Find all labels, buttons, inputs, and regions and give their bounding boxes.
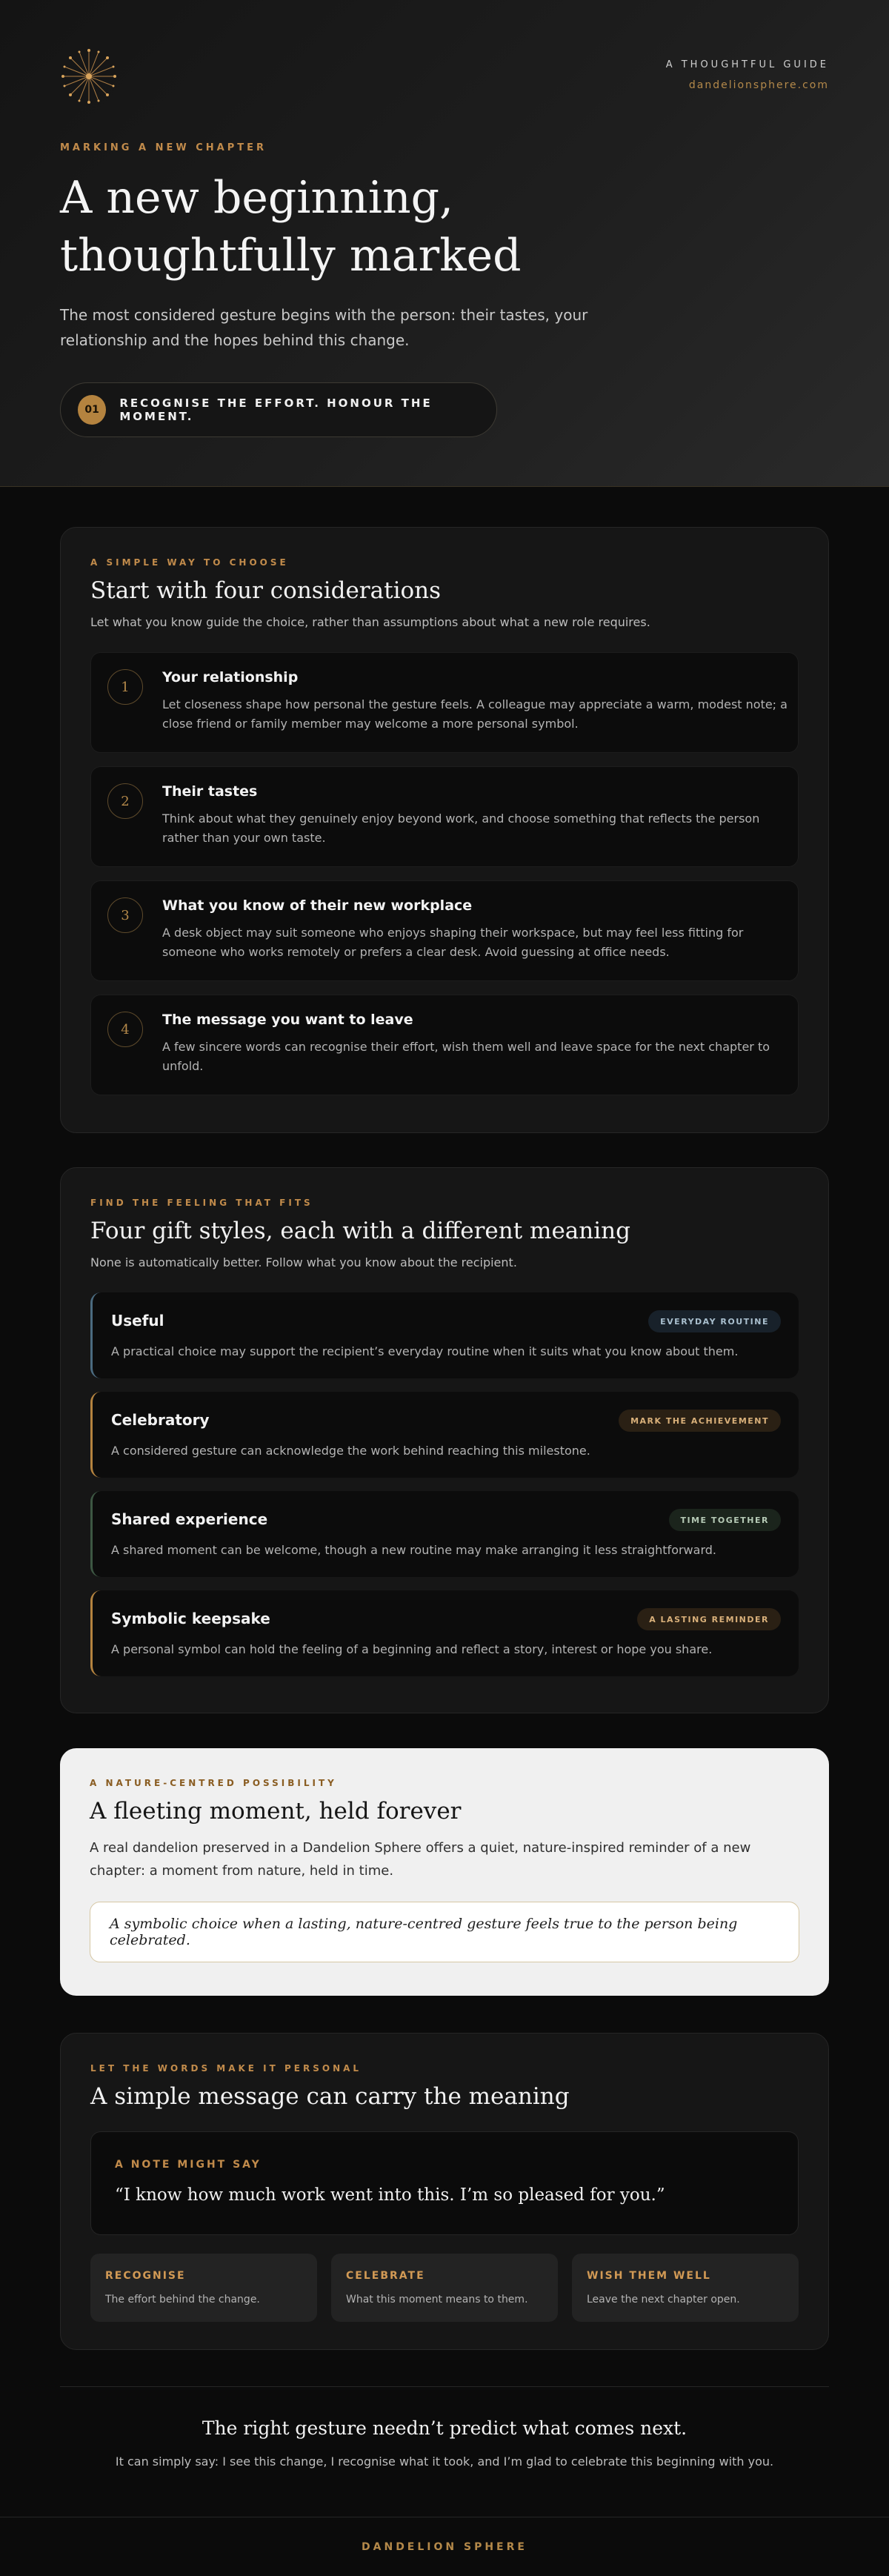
tile-title: CELEBRATE bbox=[346, 2270, 425, 2282]
gift-styles-list bbox=[90, 1292, 799, 1676]
gift-style-title: Shared experience bbox=[111, 1510, 268, 1528]
tile-body: Leave the next chapter open. bbox=[587, 2294, 740, 2306]
gift-style-item bbox=[90, 1590, 799, 1676]
pill-number: 01 bbox=[78, 395, 106, 425]
gift-style-item bbox=[90, 1392, 799, 1478]
gift-style-badge: EVERYDAY ROUTINE bbox=[648, 1310, 781, 1332]
gift-style-item bbox=[90, 1491, 799, 1577]
considerations-list bbox=[90, 652, 799, 1095]
message-tile bbox=[90, 2254, 317, 2322]
gift-style-body: A considered gesture can acknowledge the work behind reaching this milestone. bbox=[111, 1444, 590, 1458]
note-label: A NOTE MIGHT SAY bbox=[115, 2159, 262, 2171]
consideration-item bbox=[90, 880, 799, 981]
guide-label: A THOUGHTFUL GUIDE bbox=[665, 59, 829, 70]
note-box bbox=[90, 2131, 799, 2235]
consideration-body: A few sincere words can recognise their effort, wish them well and leave space for the next chapter to unfold. bbox=[162, 1040, 770, 1073]
considerations-card bbox=[60, 527, 829, 1133]
gift-style-badge: A LASTING REMINDER bbox=[637, 1608, 781, 1630]
note-quote: “I know how much work went into this. I’m so pleased for you.” bbox=[115, 2185, 665, 2205]
styles-title: Four gift styles, each with a different meaning bbox=[90, 1218, 630, 1244]
gift-style-title: Symbolic keepsake bbox=[111, 1610, 270, 1627]
footer bbox=[0, 2517, 889, 2576]
nature-eyebrow: A NATURE-CENTRED POSSIBILITY bbox=[90, 1778, 337, 1788]
consideration-number: 1 bbox=[107, 669, 143, 705]
gift-style-body: A shared moment can be welcome, though a new routine may make arranging it less straightforward. bbox=[111, 1543, 716, 1557]
gift-style-item bbox=[90, 1292, 799, 1378]
message-tiles bbox=[90, 2254, 799, 2322]
hero-title-line-2: thoughtfully marked bbox=[60, 230, 522, 282]
consideration-number: 3 bbox=[107, 897, 143, 933]
consideration-number: 2 bbox=[107, 783, 143, 819]
consideration-item bbox=[90, 995, 799, 1095]
considerations-title: Start with four considerations bbox=[90, 577, 442, 604]
consideration-title: The message you want to leave bbox=[162, 1012, 413, 1028]
message-card bbox=[60, 2033, 829, 2350]
nature-card bbox=[60, 1748, 829, 1996]
hero-eyebrow: MARKING A NEW CHAPTER bbox=[60, 142, 267, 153]
tile-body: The effort behind the change. bbox=[105, 2294, 260, 2306]
consideration-number: 4 bbox=[107, 1012, 143, 1047]
consideration-item bbox=[90, 766, 799, 867]
hero-title-line-1: A new beginning, bbox=[60, 172, 454, 224]
styles-description: None is automatically better. Follow what you know about the recipient. bbox=[90, 1255, 517, 1269]
hero-section bbox=[0, 0, 889, 487]
consideration-title: What you know of their new workplace bbox=[162, 897, 473, 914]
hero-subtitle: The most considered gesture begins with the person: their tastes, your relationship and the hopes behind this change. bbox=[60, 306, 588, 349]
gift-style-title: Useful bbox=[111, 1312, 164, 1330]
message-title: A simple message can carry the meaning bbox=[90, 2083, 570, 2110]
site-link[interactable]: dandelionsphere.com bbox=[688, 79, 829, 91]
gift-style-body: A personal symbol can hold the feeling of a beginning and reflect a story, interest or hope you share. bbox=[111, 1642, 713, 1656]
nature-description: A real dandelion preserved in a Dandelion Sphere offers a quiet, nature-inspired reminder of a new chapter: a moment from nature, held in time. bbox=[90, 1840, 751, 1879]
gift-style-badge: MARK THE ACHIEVEMENT bbox=[619, 1410, 781, 1432]
gift-styles-card bbox=[60, 1167, 829, 1713]
considerations-description: Let what you know guide the choice, rather than assumptions about what a new role requires. bbox=[90, 615, 650, 629]
closing-divider bbox=[60, 2386, 829, 2387]
guide-block bbox=[666, 59, 829, 91]
styles-eyebrow: FIND THE FEELING THAT FITS bbox=[90, 1198, 313, 1208]
considerations-eyebrow: A SIMPLE WAY TO CHOOSE bbox=[90, 557, 289, 568]
pill-text: RECOGNISE THE EFFORT. HONOUR THE MOMENT. bbox=[119, 396, 433, 423]
closing-body: It can simply say: I see this change, I recognise what it took, and I’m glad to celebrate this beginning with you. bbox=[115, 2454, 774, 2469]
hero-title bbox=[60, 169, 653, 285]
consideration-body: A desk object may suit someone who enjoys shaping their workspace, but may feel less fitting for someone who works remotely or prefers a clear desk. Avoid guessing at office needs. bbox=[162, 926, 744, 959]
consideration-title: Your relationship bbox=[162, 669, 299, 686]
footer-brand[interactable]: DANDELION SPHERE bbox=[362, 2540, 527, 2553]
hero-pill bbox=[60, 382, 497, 437]
gift-style-badge: TIME TOGETHER bbox=[669, 1509, 781, 1531]
gift-style-title: Celebratory bbox=[111, 1411, 210, 1429]
consideration-title: Their tastes bbox=[162, 783, 258, 800]
message-eyebrow: LET THE WORDS MAKE IT PERSONAL bbox=[90, 2063, 362, 2074]
gift-style-body: A practical choice may support the recipient’s everyday routine when it suits what you know about them. bbox=[111, 1344, 739, 1358]
message-tile bbox=[572, 2254, 799, 2322]
dandelion-burst-icon bbox=[60, 47, 118, 105]
tile-title: RECOGNISE bbox=[105, 2270, 186, 2282]
consideration-body: Think about what they genuinely enjoy beyond work, and choose something that reflects the person rather than your own taste. bbox=[162, 811, 760, 845]
nature-title: A fleeting moment, held forever bbox=[90, 1798, 462, 1825]
tile-body: What this moment means to them. bbox=[346, 2294, 528, 2306]
tile-title: WISH THEM WELL bbox=[587, 2270, 711, 2282]
consideration-item bbox=[90, 652, 799, 753]
message-tile bbox=[331, 2254, 558, 2322]
nature-quote: A symbolic choice when a lasting, nature-centred gesture feels true to the person being celebrated. bbox=[90, 1902, 799, 1962]
closing-title: The right gesture needn’t predict what comes next. bbox=[202, 2417, 687, 2439]
consideration-body: Let closeness shape how personal the gesture feels. A colleague may appreciate a warm, modest note; a close friend or family member may welcome a more personal symbol. bbox=[162, 697, 788, 731]
